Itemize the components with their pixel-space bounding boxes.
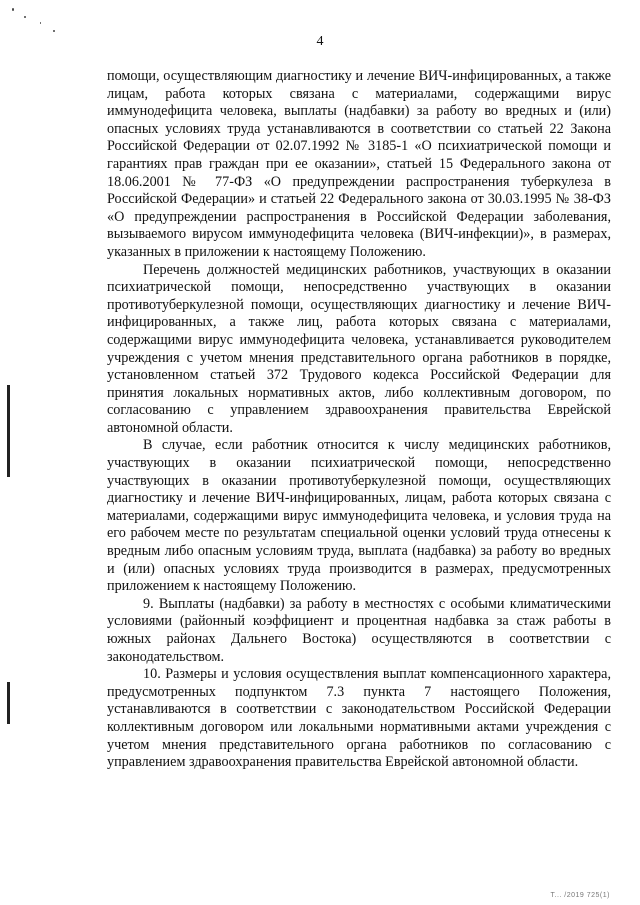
scan-speck [40, 22, 41, 24]
footer-document-code: Т... /2019 725(1) [550, 892, 610, 899]
paragraph-continuation: помощи, осуществляющим диагностику и лечение ВИЧ-инфицированных, а также лицам, работа которых связана с материалами, содержащими вирус иммунодефицита человека, выплаты (надбавки) за работу во вредных и (или) опасных условиях труда устанавливаются в соответствии со статьей 22 Закона Российской Федерации от 02.07.1992 № 3185-1 «О психиатрической помощи и гарантиях прав граждан при ее оказании», статьей 15 Федерального закона от 18.06.2001 № 77-ФЗ «О предупреждении распространения туберкулеза в Российской Федерации» и статьей 22 Федерального закона от 30.03.1995 № 38-ФЗ «О предупреждении распространения в Российской Федерации заболевания, вызываемого вирусом иммунодефицита человека (ВИЧ-инфекции)», в размерах, указанных в приложении к настоящему Положению. [107, 68, 611, 260]
document-body [107, 68, 611, 772]
scan-speck [53, 30, 55, 32]
paragraph-item-10: 10. Размеры и условия осуществления выплат компенсационного характера, предусмотренных подпунктом 7.3 пункта 7 настоящего Положения, устанавливаются в соответствии с законодательством Российской Федерации коллективным договором или локальными нормативными актами учреждения с учетом мнения представительного органа работников по согласованию с управлением здравоохранения правительства Еврейской автономной области. [107, 666, 611, 771]
scan-speck [12, 8, 14, 11]
paragraph-item-9: 9. Выплаты (надбавки) за работу в местностях с особыми климатическими условиями (районный коэффициент и процентная надбавка за стаж работы в южных районах Дальнего Востока) осуществляются в соответствии с законодательством. [107, 595, 611, 665]
paragraph-hazard-case: В случае, если работник относится к числу медицинских работников, участвующих в оказании психиатрической помощи, непосредственно участвующих в оказании противотуберкулезной помощи, осуществляющих диагностику и лечение ВИЧ-инфицированных, лицам, работа которых связана с материалами, содержащими вирус иммунодефицита человека, и условия труда на его рабочем месте по результатам специальной оценки условий труда отнесены к вредным либо опасным условиям труда, выплата (надбавка) за работу во вредных и (или) опасных условиях труда производится в размерах, предусмотренных приложением к настоящему Положению. [107, 437, 611, 595]
scan-margin-mark [7, 385, 10, 477]
paragraph-positions-list: Перечень должностей медицинских работников, участвующих в оказании психиатрической помощи, непосредственно участвующих в оказании противотуберкулезной помощи, осуществляющих диагностику и лечение ВИЧ-инфицированных, а также лиц, работа которых связана с материалами, содержащими вирус иммунодефицита человека, устанавливается руководителем учреждения с учетом мнения представительного органа работников в порядке, установленном статьей 372 Трудового кодекса Российской Федерации для принятия локальных нормативных актов, либо коллективным договором, по согласованию с управлением здравоохранения правительства Еврейской автономной области. [107, 261, 611, 436]
scan-speck [24, 16, 26, 18]
scan-margin-mark [7, 682, 10, 724]
page-number: 4 [316, 34, 324, 49]
